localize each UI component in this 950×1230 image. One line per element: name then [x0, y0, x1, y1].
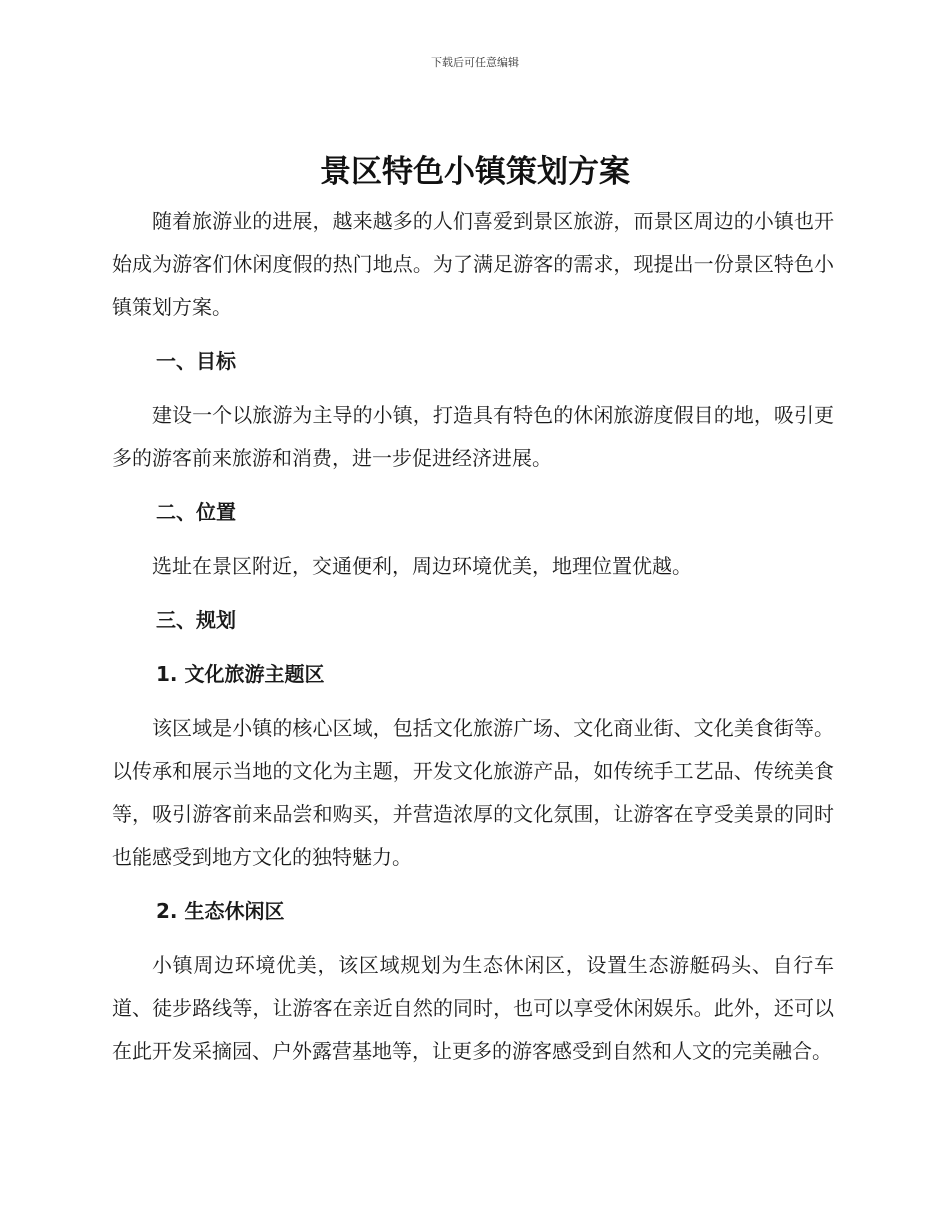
document-body — [112, 200, 834, 1073]
subsection-body-culture: 该区域是小镇的核心区域，包括文化旅游广场、文化商业街、文化美食街等。以传承和展示当地的文化为主题，开发文化旅游产品，如传统手工艺品、传统美食等，吸引游客前来品尝和购买，并营造浓厚的文化氛围，让游客在亨受美景的同时也能感受到地方文化的独特魅力。 — [112, 716, 834, 869]
intro-paragraph: 随着旅游业的进展，越来越多的人们喜爱到景区旅游，而景区周边的小镇也开始成为游客们休闲度假的热门地点。为了满足游客的需求，现提出一份景区特色小镇策划方案。 — [112, 209, 834, 319]
subsection-body-ecology: 小镇周边环境优美，该区域规划为生态休闲区，设置生态游艇码头、自行车道、徒步路线等，让游客在亲近自然的同时，也可以享受休闲娱乐。此外，还可以在此开发采摘园、户外露营基地等，让更多的游客感受到自然和人文的完美融合。 — [112, 953, 834, 1063]
document-title: 景区特色小镇策划方案 — [320, 154, 630, 190]
subsection-heading-ecology: 2. 生态休闲区 — [156, 899, 285, 923]
section-heading-goal: 一、目标 — [156, 349, 236, 373]
section-body-location: 选址在景区附近，交通便利，周边环境优美，地理位置优越。 — [152, 554, 692, 578]
section-body-goal: 建设一个以旅游为主导的小镇，打造具有特色的休闲旅游度假目的地，吸引更多的游客前来旅游和消费，进一步促进经济进展。 — [112, 403, 834, 470]
header-note: 下载后可任意编辑 — [431, 56, 519, 69]
section-heading-location: 二、位置 — [156, 500, 236, 524]
subsection-heading-culture: 1. 文化旅游主题区 — [156, 662, 325, 686]
section-heading-planning: 三、规划 — [156, 608, 236, 632]
